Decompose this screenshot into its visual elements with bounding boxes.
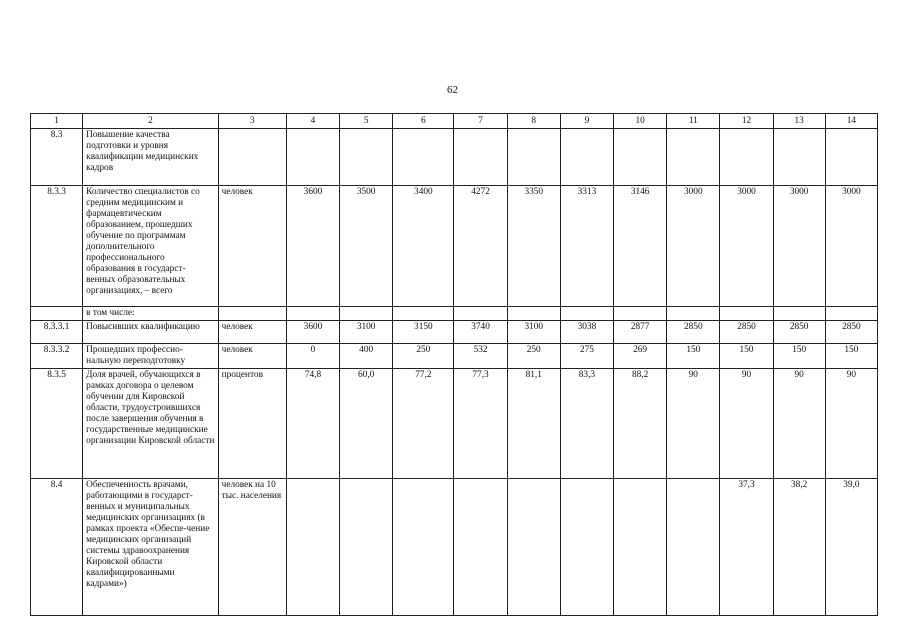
row-indicator-name: Повысивших квалификацию — [83, 321, 218, 344]
row-value-cell: 83,3 — [560, 369, 613, 479]
row-value-cell: 3600 — [286, 321, 339, 344]
page-number: 62 — [447, 84, 458, 96]
row-indicator-name: Количество специалистов со средним медицинским и фармацевтическим образованием, прошедших обучение по программам дополнительного профессионального образования в государст-венных образовательных организациях, – всего — [83, 186, 218, 307]
row-value-cell: 3740 — [454, 321, 507, 344]
row-value-cell: 60,0 — [340, 369, 393, 479]
row-value-cell — [286, 479, 339, 616]
row-code: 8.3.3.1 — [31, 321, 83, 344]
row-value-cell: 38,2 — [773, 479, 825, 616]
row-value-cell — [720, 129, 773, 186]
row-value-cell — [773, 129, 825, 186]
row-value-cell: 3600 — [286, 186, 339, 307]
row-value-cell — [560, 129, 613, 186]
row-value-cell — [667, 307, 720, 321]
row-unit: процентов — [218, 369, 286, 479]
column-number-row — [31, 114, 878, 129]
row-value-cell — [393, 479, 454, 616]
header-cell: 6 — [393, 114, 454, 129]
table-row — [31, 344, 878, 369]
row-value-cell — [773, 307, 825, 321]
row-value-cell: 150 — [720, 344, 773, 369]
row-value-cell: 3000 — [720, 186, 773, 307]
row-indicator-name: Повышение качества подготовки и уровня квалификации медицинских кадров — [83, 129, 218, 186]
row-value-cell: 3000 — [825, 186, 877, 307]
row-value-cell — [614, 307, 667, 321]
row-value-cell: 3350 — [507, 186, 560, 307]
header-cell: 14 — [825, 114, 877, 129]
row-value-cell: 400 — [340, 344, 393, 369]
row-value-cell — [825, 307, 877, 321]
row-value-cell: 39,0 — [825, 479, 877, 616]
row-value-cell: 250 — [393, 344, 454, 369]
row-code — [31, 307, 83, 321]
row-value-cell: 90 — [720, 369, 773, 479]
row-value-cell — [507, 479, 560, 616]
header-cell: 4 — [286, 114, 339, 129]
row-code: 8.3 — [31, 129, 83, 186]
row-value-cell — [454, 479, 507, 616]
row-value-cell: 77,2 — [393, 369, 454, 479]
table-row — [31, 321, 878, 344]
row-value-cell: 0 — [286, 344, 339, 369]
row-value-cell: 90 — [667, 369, 720, 479]
row-value-cell: 275 — [560, 344, 613, 369]
row-value-cell — [393, 129, 454, 186]
row-value-cell: 90 — [773, 369, 825, 479]
row-code: 8.3.3.2 — [31, 344, 83, 369]
header-cell: 1 — [31, 114, 83, 129]
row-value-cell — [286, 129, 339, 186]
row-value-cell — [393, 307, 454, 321]
row-value-cell: 532 — [454, 344, 507, 369]
row-value-cell: 150 — [825, 344, 877, 369]
row-value-cell — [507, 129, 560, 186]
row-unit: человек — [218, 321, 286, 344]
row-value-cell — [340, 129, 393, 186]
row-value-cell: 3400 — [393, 186, 454, 307]
row-value-cell — [614, 479, 667, 616]
row-value-cell: 3146 — [614, 186, 667, 307]
row-value-cell: 88,2 — [614, 369, 667, 479]
header-cell: 12 — [720, 114, 773, 129]
row-value-cell: 2850 — [667, 321, 720, 344]
row-value-cell: 150 — [667, 344, 720, 369]
row-value-cell — [614, 129, 667, 186]
row-value-cell: 3038 — [560, 321, 613, 344]
row-value-cell: 2877 — [614, 321, 667, 344]
table-row — [31, 129, 878, 186]
row-value-cell — [340, 479, 393, 616]
row-value-cell — [560, 479, 613, 616]
header-cell: 3 — [218, 114, 286, 129]
row-value-cell: 3100 — [507, 321, 560, 344]
row-indicator-name: Прошедших профессио-нальную переподготовку — [83, 344, 218, 369]
row-value-cell: 3100 — [340, 321, 393, 344]
row-value-cell: 3313 — [560, 186, 613, 307]
row-value-cell: 269 — [614, 344, 667, 369]
row-value-cell: 3000 — [773, 186, 825, 307]
header-cell: 5 — [340, 114, 393, 129]
header-cell: 13 — [773, 114, 825, 129]
row-code: 8.3.5 — [31, 369, 83, 479]
row-unit: человек — [218, 186, 286, 307]
row-value-cell: 2850 — [825, 321, 877, 344]
row-value-cell: 90 — [825, 369, 877, 479]
row-code: 8.3.3 — [31, 186, 83, 307]
row-value-cell: 2850 — [773, 321, 825, 344]
row-value-cell — [286, 307, 339, 321]
table-row — [31, 369, 878, 479]
row-value-cell — [454, 129, 507, 186]
header-cell: 2 — [83, 114, 218, 129]
header-cell: 8 — [507, 114, 560, 129]
row-unit: человек на 10 тыс. населения — [218, 479, 286, 616]
row-value-cell: 250 — [507, 344, 560, 369]
row-value-cell: 3500 — [340, 186, 393, 307]
row-indicator-name: Доля врачей, обучающихся в рамках договора о целевом обучении для Кировской области, трудоустроившихся после завершения обучения в государственные медицинские организации Кировской области — [83, 369, 218, 479]
row-unit — [218, 129, 286, 186]
row-value-cell: 81,1 — [507, 369, 560, 479]
row-value-cell: 150 — [773, 344, 825, 369]
row-code: 8.4 — [31, 479, 83, 616]
row-value-cell: 3000 — [667, 186, 720, 307]
indicators-table — [30, 113, 878, 616]
row-value-cell: 77,3 — [454, 369, 507, 479]
row-indicator-name: в том числе: — [83, 307, 218, 321]
row-value-cell: 2850 — [720, 321, 773, 344]
row-unit — [218, 307, 286, 321]
row-value-cell — [825, 129, 877, 186]
table-row — [31, 307, 878, 321]
row-value-cell: 37,3 — [720, 479, 773, 616]
header-cell: 9 — [560, 114, 613, 129]
row-indicator-name: Обеспеченность врачами, работающими в государст-венных и муниципальных медицинских организациях (в рамках проекта «Обеспе-чение медицинских организаций системы здравоохранения Кировской области квалифицированными кадрами») — [83, 479, 218, 616]
header-cell: 11 — [667, 114, 720, 129]
table-row — [31, 186, 878, 307]
row-value-cell: 4272 — [454, 186, 507, 307]
row-value-cell — [454, 307, 507, 321]
row-value-cell: 3150 — [393, 321, 454, 344]
row-value-cell — [720, 307, 773, 321]
row-value-cell — [667, 129, 720, 186]
header-cell: 10 — [614, 114, 667, 129]
row-unit: человек — [218, 344, 286, 369]
row-value-cell: 74,8 — [286, 369, 339, 479]
row-value-cell — [340, 307, 393, 321]
table-row — [31, 479, 878, 616]
row-value-cell — [507, 307, 560, 321]
row-value-cell — [560, 307, 613, 321]
header-cell: 7 — [454, 114, 507, 129]
row-value-cell — [667, 479, 720, 616]
